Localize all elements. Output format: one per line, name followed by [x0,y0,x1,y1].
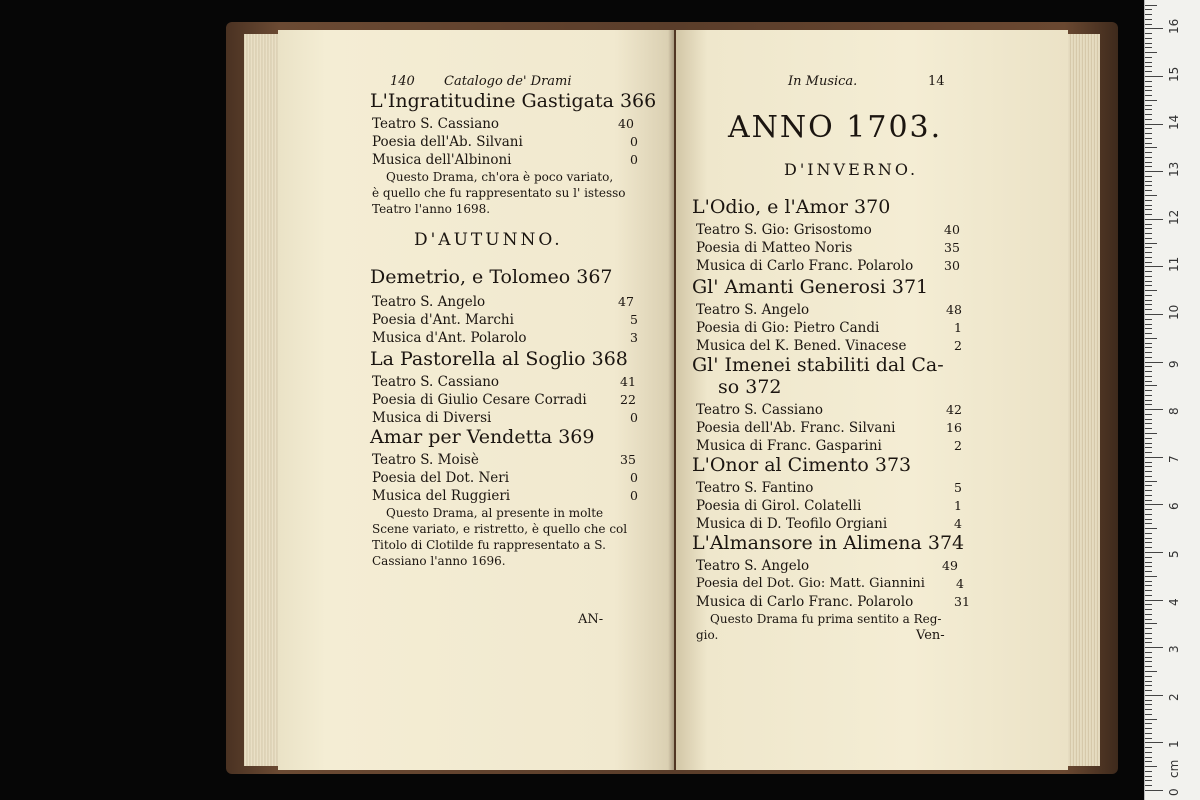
section-heading-autumn: D'AUTUNNO. [414,230,563,250]
entry-music: Musica dell'Albinoni [372,152,512,168]
ruler-tick [1145,481,1157,482]
entry-music: Musica del K. Bened. Vinacese [696,338,907,354]
left-page [278,30,674,770]
ruler-tick [1145,604,1152,605]
right-page [676,30,1068,770]
entry-theatre-number: 41 [620,374,636,389]
ruler-tick [1145,509,1152,510]
right-running-head: In Musica. [788,74,858,89]
entry-theatre: Teatro S. Angelo [696,302,810,318]
entry-music-number: 2 [954,438,962,453]
note-line: è quello che fu rappresentato su l' istesso [372,186,626,200]
ruler-tick [1145,409,1163,410]
entry-poet: Poesia di Girol. Colatelli [696,498,862,514]
note-line: Questo Drama fu prima sentito a Reg- [710,612,942,626]
ruler-tick [1145,366,1152,367]
ruler-tick [1145,52,1157,53]
entry-music: Musica di Carlo Franc. Polarolo [696,594,914,610]
entry-poet: Poesia dell'Ab. Franc. Silvani [696,420,896,436]
ruler-tick [1145,661,1152,662]
ruler-label: 9 [1167,359,1181,368]
entry-theatre: Teatro S. Cassiano [696,402,824,418]
ruler-label: 11 [1167,257,1181,273]
entry-music-number: 0 [630,488,638,503]
ruler-tick [1145,423,1152,424]
ruler-tick [1145,357,1152,358]
ruler-tick [1145,785,1152,786]
ruler-tick [1145,700,1152,701]
note-line: Questo Drama, al presente in molte [386,506,604,520]
ruler-label: 10 [1167,304,1181,320]
entry-theatre-number: 42 [946,402,962,417]
ruler-label: 4 [1167,597,1181,606]
ruler-tick [1145,43,1152,44]
note-line: Teatro l'anno 1698. [372,202,491,216]
entry-poet-number: 35 [944,240,960,255]
entry-theatre: Teatro S. Angelo [696,558,810,574]
ruler-tick [1145,243,1157,244]
ruler-tick [1145,176,1152,177]
ruler-tick [1145,495,1152,496]
ruler-tick [1145,362,1163,363]
entry-title: L'Almansore in Alimena 374 [692,532,965,554]
entry-theatre-number: 48 [946,302,962,317]
ruler-tick [1145,133,1152,134]
ruler-label: 1 [1167,740,1181,749]
ruler-tick [1145,609,1152,610]
ruler-tick [1145,443,1152,444]
ruler-tick [1145,238,1152,239]
ruler-tick [1145,295,1152,296]
ruler-tick [1145,433,1157,434]
ruler-tick [1145,371,1152,372]
ruler-label: 13 [1167,161,1181,178]
ruler-tick [1145,152,1152,153]
ruler-tick [1145,595,1152,596]
ruler-tick [1145,57,1152,58]
ruler-tick [1145,171,1163,172]
ruler-tick [1145,81,1152,82]
ruler-tick [1145,566,1152,567]
ruler-tick [1145,328,1152,329]
entry-theatre: Teatro S. Angelo [372,294,486,310]
entry-poet-number: 4 [956,576,964,591]
ruler-tick [1145,690,1152,691]
ruler-tick [1145,71,1152,72]
ruler-tick [1145,738,1152,739]
ruler-label: 8 [1167,407,1181,416]
ruler-tick [1145,652,1152,653]
entry-title: L'Onor al Cimento 373 [692,454,912,476]
ruler-tick [1145,333,1152,334]
entry-theatre: Teatro S. Gio: Grisostomo [696,222,872,238]
ruler-tick [1145,533,1152,534]
ruler-tick [1145,109,1152,110]
ruler-tick [1145,766,1157,767]
entry-theatre-number: 35 [620,452,636,467]
ruler-tick [1145,447,1152,448]
entry-title-continuation: so 372 [718,376,782,398]
ruler-tick [1145,214,1152,215]
ruler-tick [1145,414,1152,415]
entry-theatre-number: 5 [954,480,962,495]
entry-theatre: Teatro S. Fantino [696,480,814,496]
ruler-tick [1145,304,1152,305]
ruler-tick [1145,719,1157,720]
ruler-label: 2 [1167,693,1181,701]
ruler-tick [1145,181,1152,182]
ruler-tick [1145,728,1152,729]
note-line: Cassiano l'anno 1696. [372,554,506,568]
ruler-tick [1145,676,1152,677]
ruler-tick [1145,400,1152,401]
ruler-tick [1145,281,1152,282]
page-edges-right [1064,34,1100,766]
ruler-tick [1145,352,1152,353]
ruler-tick [1145,324,1152,325]
entry-theatre: Teatro S. Moisè [372,452,479,468]
entry-music-number: 0 [630,410,638,425]
entry-music: Musica di Diversi [372,410,492,426]
entry-music-number: 31 [954,594,970,609]
ruler-tick [1145,714,1152,715]
entry-theatre: Teatro S. Cassiano [372,374,500,390]
ruler-tick [1145,19,1152,20]
entry-title: Gl' Amanti Generosi 371 [692,276,929,298]
note-line: Questo Drama, ch'ora è poco variato, [386,170,614,184]
left-running-head: Catalogo de' Drami [444,74,572,89]
entry-title: Demetrio, e Tolomeo 367 [370,266,613,288]
ruler-tick [1145,143,1152,144]
entry-title: Amar per Vendetta 369 [370,426,595,448]
ruler-tick [1145,319,1152,320]
entry-title: L'Ingratitudine Gastigata 366 [370,90,657,112]
ruler-tick [1145,590,1152,591]
ruler-tick [1145,200,1152,201]
ruler-tick [1145,695,1163,696]
ruler-tick [1145,723,1152,724]
ruler-tick [1145,562,1152,563]
entry-music: Musica di Franc. Gasparini [696,438,882,454]
ruler-tick [1145,519,1152,520]
ruler-tick [1145,776,1152,777]
ruler-tick [1145,166,1152,167]
ruler-tick [1145,314,1163,315]
entry-title: L'Odio, e l'Amor 370 [692,196,891,218]
entry-music-number: 2 [954,338,962,353]
ruler-tick [1145,381,1152,382]
ruler-tick [1145,14,1152,15]
entry-theatre-number: 40 [944,222,960,237]
entry-poet-number: 5 [630,312,638,327]
ruler-tick [1145,47,1152,48]
entry-poet-number: 22 [620,392,636,407]
ruler-label: 0 [1167,788,1181,796]
entry-music: Musica d'Ant. Polarolo [372,330,527,346]
ruler-tick [1145,633,1152,634]
ruler-tick [1145,581,1152,582]
entry-music: Musica di Carlo Franc. Polarolo [696,258,914,274]
entry-music-number: 3 [630,330,638,345]
ruler-tick [1145,585,1152,586]
ruler-tick [1145,623,1157,624]
ruler-tick [1145,685,1152,686]
ruler-tick [1145,471,1152,472]
ruler-tick [1145,428,1152,429]
ruler-tick [1145,704,1152,705]
ruler-tick [1145,500,1152,501]
entry-title: La Pastorella al Soglio 368 [370,348,628,370]
ruler-tick [1145,247,1152,248]
right-page-number: 14 [928,74,945,89]
ruler-tick [1145,490,1152,491]
ruler-tick [1145,780,1152,781]
ruler-tick [1145,300,1152,301]
entry-music-number: 4 [954,516,962,531]
ruler-tick [1145,271,1152,272]
entry-music: Musica di D. Teofilo Orgiani [696,516,888,532]
ruler-tick [1145,757,1152,758]
ruler-tick [1145,285,1152,286]
entry-music: Musica del Ruggieri [372,488,511,504]
entry-poet: Poesia del Dot. Gio: Matt. Giannini [696,576,925,591]
entry-poet: Poesia di Matteo Noris [696,240,853,256]
ruler-tick [1145,761,1152,762]
ruler-tick [1145,671,1157,672]
ruler-tick [1145,233,1152,234]
ruler-tick [1145,128,1152,129]
ruler-tick [1145,771,1152,772]
ruler-tick [1145,466,1152,467]
ruler-tick [1145,485,1152,486]
ruler-label: 14 [1167,114,1181,130]
ruler-tick [1145,114,1152,115]
ruler-tick [1145,538,1152,539]
ruler-tick [1145,157,1152,158]
ruler-tick [1145,571,1152,572]
ruler-tick [1145,105,1152,106]
entry-poet-number: 0 [630,134,638,149]
ruler-tick [1145,514,1152,515]
ruler-tick [1145,95,1152,96]
year-heading: ANNO 1703. [728,110,943,145]
ruler-tick [1145,528,1157,529]
ruler-tick [1145,666,1152,667]
ruler-tick [1145,462,1152,463]
ruler-tick [1145,5,1157,6]
entry-theatre-number: 47 [618,294,634,309]
ruler-tick [1145,195,1157,196]
left-page-number: 140 [390,74,415,89]
ruler-tick [1145,24,1152,25]
ruler-tick [1145,419,1152,420]
ruler-tick [1145,266,1163,267]
ruler-tick [1145,338,1157,339]
entry-poet-number: 0 [630,470,638,485]
entry-poet-number: 16 [946,420,962,435]
ruler-tick [1145,252,1152,253]
entry-poet: Poesia d'Ant. Marchi [372,312,514,328]
ruler-tick [1145,504,1163,505]
entry-music-number: 30 [944,258,960,273]
ruler-tick [1145,219,1163,220]
note-line: gio. [696,628,719,642]
entry-poet-number: 1 [954,320,962,335]
ruler-tick [1145,790,1163,791]
ruler-tick [1145,376,1152,377]
ruler-tick [1145,614,1152,615]
ruler-tick [1145,523,1152,524]
entry-theatre-number: 40 [618,116,634,131]
ruler-tick [1145,205,1152,206]
ruler-tick [1145,619,1152,620]
ruler-tick [1145,209,1152,210]
ruler-tick [1145,476,1152,477]
ruler-tick [1145,262,1152,263]
ruler-label: 16 [1167,19,1181,35]
ruler-tick [1145,395,1152,396]
ruler-tick [1145,385,1157,386]
ruler-tick [1145,747,1152,748]
ruler-tick [1145,642,1152,643]
ruler-tick [1145,66,1152,67]
ruler-tick [1145,657,1152,658]
entry-poet: Poesia di Gio: Pietro Candi [696,320,880,336]
entry-poet-number: 1 [954,498,962,513]
ruler-tick [1145,257,1152,258]
ruler-tick [1145,190,1152,191]
entry-title: Gl' Imenei stabiliti dal Ca- [692,354,944,376]
ruler-tick [1145,404,1152,405]
note-line: Titolo di Clotilde fu rappresentato a S. [372,538,606,552]
ruler-tick [1145,681,1152,682]
ruler-tick [1145,542,1152,543]
ruler-label: 5 [1167,550,1181,558]
ruler-tick [1145,752,1152,753]
ruler-tick [1145,552,1163,553]
entry-poet: Poesia di Giulio Cesare Corradi [372,392,587,408]
ruler-tick [1145,38,1152,39]
ruler-label: 6 [1167,502,1181,511]
ruler-tick [1145,628,1152,629]
ruler-tick [1145,147,1157,148]
ruler-unit-label: cm [1167,759,1181,778]
entry-poet: Poesia dell'Ab. Silvani [372,134,523,150]
ruler-tick [1145,90,1152,91]
ruler-tick [1145,62,1152,63]
ruler-tick [1145,347,1152,348]
ruler-tick [1145,76,1163,77]
ruler-tick [1145,28,1163,29]
ruler-tick [1145,457,1163,458]
ruler-tick [1145,733,1152,734]
ruler-tick [1145,86,1152,87]
ruler-tick [1145,224,1152,225]
ruler-tick [1145,343,1152,344]
ruler-tick [1145,576,1157,577]
catchword: AN- [578,612,604,627]
note-line: Scene variato, e ristretto, è quello che col [372,522,628,536]
ruler-tick [1145,557,1152,558]
ruler-tick [1145,709,1152,710]
ruler-label: 7 [1167,455,1181,463]
catchword: Ven- [916,628,945,643]
ruler-tick [1145,185,1152,186]
ruler-tick [1145,33,1152,34]
measuring-ruler [1144,0,1200,800]
ruler-tick [1145,9,1152,10]
ruler-tick [1145,124,1163,125]
entry-theatre-number: 49 [942,558,958,573]
ruler-tick [1145,119,1152,120]
ruler-tick [1145,390,1152,391]
entry-poet: Poesia del Dot. Neri [372,470,510,486]
ruler-label: 3 [1167,645,1181,654]
ruler-tick [1145,290,1157,291]
ruler-label: 12 [1167,209,1181,225]
ruler-tick [1145,276,1152,277]
section-heading-winter: D'INVERNO. [784,160,919,179]
ruler-tick [1145,438,1152,439]
entry-theatre: Teatro S. Cassiano [372,116,500,132]
ruler-tick [1145,647,1163,648]
ruler-tick [1145,452,1152,453]
ruler-tick [1145,228,1152,229]
ruler-tick [1145,309,1152,310]
ruler-tick [1145,638,1152,639]
ruler-tick [1145,138,1152,139]
ruler-tick [1145,742,1163,743]
ruler-label: 15 [1167,66,1181,82]
ruler-tick [1145,547,1152,548]
ruler-tick [1145,100,1157,101]
ruler-tick [1145,162,1152,163]
ruler-tick [1145,600,1163,601]
entry-music-number: 0 [630,152,638,167]
